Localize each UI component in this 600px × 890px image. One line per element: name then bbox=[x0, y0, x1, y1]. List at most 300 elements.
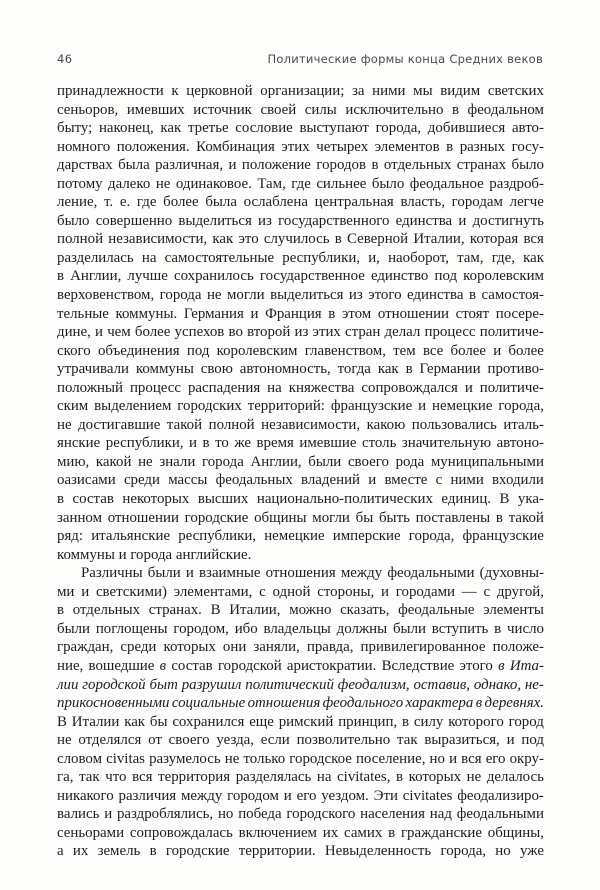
word: быту; bbox=[57, 120, 93, 137]
word: феодальных bbox=[215, 472, 293, 489]
text-line bbox=[57, 805, 544, 824]
word: автоно- bbox=[496, 435, 544, 452]
word: города bbox=[201, 453, 244, 470]
word: и bbox=[418, 398, 427, 415]
word: посере- bbox=[495, 305, 544, 322]
word: в bbox=[159, 657, 167, 674]
word: тем bbox=[393, 342, 416, 359]
word: вся bbox=[461, 750, 482, 767]
word: в bbox=[405, 361, 413, 378]
word: оставив, bbox=[413, 676, 471, 693]
word: этих bbox=[281, 138, 310, 155]
text-line bbox=[57, 230, 544, 249]
word: с bbox=[483, 583, 491, 600]
word: независимости, bbox=[261, 416, 361, 433]
word: более bbox=[450, 342, 486, 359]
word: своей bbox=[260, 101, 297, 118]
word: город bbox=[508, 713, 544, 730]
word: городские bbox=[165, 843, 230, 860]
word: лучше bbox=[127, 268, 168, 285]
word: политический bbox=[245, 676, 334, 693]
word: и bbox=[449, 750, 458, 767]
word: и bbox=[189, 435, 198, 452]
word: должны bbox=[336, 620, 388, 637]
word: под bbox=[186, 342, 210, 359]
word: над bbox=[429, 806, 452, 823]
word: которых bbox=[163, 639, 216, 656]
word: национально-политических bbox=[256, 491, 433, 508]
word: civitates bbox=[402, 787, 453, 804]
word: в bbox=[371, 157, 379, 174]
word: республики, bbox=[105, 435, 184, 452]
word: распадения bbox=[187, 379, 261, 396]
text-line bbox=[57, 453, 544, 472]
page-number: 46 bbox=[57, 52, 73, 66]
word: городам bbox=[451, 194, 503, 211]
word: и bbox=[283, 787, 292, 804]
word: наконец, bbox=[98, 120, 154, 137]
word: но bbox=[429, 750, 445, 767]
word: которая bbox=[469, 231, 519, 248]
word: (духовны- bbox=[479, 565, 544, 582]
text-line bbox=[57, 768, 544, 787]
word: пользовались bbox=[411, 416, 497, 433]
word: янские bbox=[57, 435, 101, 452]
text-line bbox=[57, 397, 544, 416]
word: в bbox=[468, 287, 476, 304]
text-line bbox=[57, 175, 544, 194]
text-line bbox=[57, 787, 544, 806]
word: утрачивали bbox=[57, 361, 130, 378]
word: где, bbox=[491, 249, 515, 266]
word: госу- bbox=[511, 138, 544, 155]
word: в bbox=[402, 713, 410, 730]
word: этого bbox=[459, 657, 493, 674]
word: в bbox=[57, 268, 65, 285]
word: государственного bbox=[278, 212, 390, 229]
word: центральная bbox=[314, 194, 394, 211]
word: странах bbox=[456, 157, 507, 174]
word: Германии bbox=[419, 361, 481, 378]
word: положения. bbox=[116, 138, 190, 155]
word: италь- bbox=[503, 416, 544, 433]
word: своего bbox=[347, 453, 389, 470]
word: общины bbox=[254, 509, 307, 526]
word: феодальное bbox=[409, 175, 484, 192]
word: случилось bbox=[263, 231, 330, 248]
word: княжества bbox=[288, 379, 355, 396]
text-line bbox=[57, 676, 544, 695]
word: городской bbox=[82, 676, 146, 693]
text-line bbox=[57, 601, 544, 620]
word: но bbox=[495, 843, 511, 860]
word: не bbox=[57, 732, 72, 749]
word: тельные bbox=[57, 305, 109, 322]
word: включением bbox=[238, 824, 317, 841]
word: сопровождалась bbox=[129, 824, 233, 841]
word: имперские bbox=[332, 528, 401, 545]
word: феодальном bbox=[467, 101, 544, 118]
word: отделялся bbox=[78, 732, 142, 749]
word: принцип, bbox=[338, 713, 398, 730]
word: чем bbox=[107, 324, 131, 341]
word: правда, bbox=[306, 639, 354, 656]
word: далеко bbox=[108, 175, 151, 192]
word: его bbox=[296, 787, 317, 804]
text-line bbox=[57, 471, 544, 490]
word: этом bbox=[341, 305, 372, 322]
word: немецкие bbox=[264, 528, 325, 545]
word: поставлены bbox=[415, 509, 491, 526]
word: где bbox=[136, 194, 157, 211]
word: лии bbox=[57, 676, 79, 693]
text-line bbox=[57, 824, 544, 843]
word: число bbox=[507, 620, 544, 637]
word: во bbox=[228, 324, 243, 341]
text-line bbox=[57, 509, 544, 528]
word: с bbox=[259, 583, 266, 600]
word: и bbox=[493, 342, 502, 359]
word: в bbox=[334, 231, 342, 248]
word: главенством, bbox=[304, 342, 386, 359]
word: феодальными bbox=[456, 806, 544, 823]
word: городского bbox=[286, 806, 356, 823]
word: одной bbox=[272, 583, 311, 600]
word: сильнее bbox=[316, 175, 367, 192]
word: процесс bbox=[424, 324, 476, 341]
word: поглощены bbox=[95, 620, 168, 637]
word: самостоятельные bbox=[164, 249, 275, 266]
word: оазисами bbox=[57, 472, 116, 489]
word: более bbox=[163, 194, 199, 211]
word: разрушил bbox=[181, 676, 242, 693]
word: наоборот, bbox=[388, 249, 449, 266]
word: населения bbox=[360, 806, 425, 823]
word: коммуны. bbox=[115, 305, 178, 322]
word: прикосновенными bbox=[57, 695, 170, 712]
word: дине, bbox=[57, 324, 91, 341]
word: под bbox=[434, 268, 458, 285]
word: города, bbox=[440, 843, 487, 860]
word: Англии, bbox=[250, 453, 302, 470]
word: в bbox=[396, 769, 404, 786]
word: — bbox=[461, 583, 477, 600]
word: Франция bbox=[265, 305, 322, 322]
running-head bbox=[57, 52, 543, 70]
word: элементов bbox=[374, 138, 440, 155]
word: время bbox=[256, 435, 294, 452]
word: как bbox=[523, 249, 544, 266]
word: номного bbox=[57, 138, 111, 155]
word: в bbox=[388, 824, 396, 841]
text-line bbox=[57, 342, 544, 361]
word: среди bbox=[120, 639, 157, 656]
word: феодализм, bbox=[337, 676, 410, 693]
word: города, bbox=[375, 120, 422, 137]
word: от bbox=[148, 732, 162, 749]
word: феодального bbox=[322, 695, 404, 712]
word: и bbox=[185, 565, 194, 582]
word: Различны bbox=[81, 565, 143, 582]
word: стороны, bbox=[317, 583, 375, 600]
word: феодальными bbox=[387, 565, 475, 582]
word: владений bbox=[301, 472, 361, 489]
word: коммуны bbox=[135, 361, 194, 378]
text-line bbox=[57, 638, 544, 657]
word: независимости, bbox=[108, 231, 208, 248]
word: поселение, bbox=[355, 750, 426, 767]
word: феодальные bbox=[398, 602, 475, 619]
word: городское bbox=[289, 750, 352, 767]
word: третье bbox=[187, 120, 229, 137]
word: не bbox=[206, 287, 222, 304]
word: то bbox=[215, 435, 229, 452]
word: единства bbox=[407, 287, 464, 304]
word: Германия bbox=[183, 305, 244, 322]
word: В bbox=[57, 713, 67, 730]
word: организации; bbox=[260, 83, 345, 99]
word: светскими) bbox=[95, 583, 167, 600]
word: этих bbox=[312, 324, 341, 341]
word: отношения bbox=[265, 565, 336, 582]
word: имевшие bbox=[299, 435, 357, 452]
word: дарствах bbox=[57, 157, 113, 174]
word: характера bbox=[405, 695, 474, 712]
word: совершенно bbox=[95, 212, 173, 229]
word: отдельных bbox=[383, 157, 452, 174]
word: привилегированное bbox=[360, 639, 486, 656]
word: видим bbox=[440, 83, 481, 99]
word: Невыделенность bbox=[324, 843, 432, 860]
word: же bbox=[234, 435, 252, 452]
word: церковной bbox=[186, 83, 253, 99]
word: более bbox=[508, 342, 544, 359]
word: была bbox=[118, 157, 150, 174]
word: под bbox=[521, 732, 544, 749]
word: как bbox=[160, 120, 182, 137]
text-line bbox=[57, 416, 544, 435]
word: четырех bbox=[316, 138, 369, 155]
word: источник bbox=[193, 101, 252, 118]
word: было bbox=[371, 175, 405, 192]
text-line bbox=[57, 286, 544, 305]
word: граждан, bbox=[57, 639, 114, 656]
text-line bbox=[57, 750, 544, 769]
word: городской bbox=[217, 657, 282, 674]
word: выделением bbox=[94, 398, 172, 415]
word: государственное bbox=[259, 268, 365, 285]
word: в bbox=[495, 509, 503, 526]
word: имевших bbox=[126, 101, 185, 118]
word: силу bbox=[413, 713, 444, 730]
word: мию, bbox=[57, 453, 90, 470]
word: е. bbox=[119, 194, 131, 211]
word: только bbox=[243, 750, 286, 767]
word: территория bbox=[158, 769, 231, 786]
word: отношения bbox=[247, 695, 321, 712]
word: ряд: bbox=[57, 528, 84, 545]
word: светских bbox=[487, 83, 544, 99]
word: были bbox=[392, 620, 426, 637]
word: выделиться bbox=[270, 287, 344, 304]
word: раздроблялись, bbox=[116, 806, 214, 823]
word: ление, bbox=[57, 194, 98, 211]
word: и bbox=[81, 583, 90, 600]
word: достигавшие bbox=[78, 416, 161, 433]
word: так bbox=[79, 769, 100, 786]
text-line bbox=[57, 434, 544, 453]
text-line bbox=[57, 713, 544, 732]
word: т. bbox=[104, 194, 114, 211]
word: в bbox=[475, 695, 483, 712]
word: можно bbox=[289, 602, 332, 619]
word: могли bbox=[226, 287, 265, 304]
word: французские bbox=[462, 528, 544, 545]
word: ским bbox=[57, 398, 89, 415]
word: единиц. bbox=[441, 491, 492, 508]
word: сословие bbox=[235, 120, 293, 137]
word: владельцы bbox=[263, 620, 331, 637]
text-line bbox=[57, 527, 544, 546]
word: Эти bbox=[373, 787, 398, 804]
word: единства bbox=[395, 212, 453, 229]
word: из bbox=[258, 212, 272, 229]
word: как bbox=[212, 231, 234, 248]
word: автономность, bbox=[239, 361, 331, 378]
word: верховенством, bbox=[57, 287, 155, 304]
word: городами bbox=[395, 583, 455, 600]
word: полной bbox=[208, 416, 255, 433]
word: политиче- bbox=[479, 324, 544, 341]
word: достигнуть bbox=[472, 212, 544, 229]
word: стоят bbox=[455, 305, 490, 322]
word: территорий: bbox=[247, 398, 325, 415]
word: сохранился bbox=[172, 713, 245, 730]
text-line bbox=[57, 657, 544, 676]
word: Италии bbox=[71, 713, 120, 730]
word: свою bbox=[200, 361, 233, 378]
word: разных bbox=[459, 138, 506, 155]
word: власть, bbox=[400, 194, 445, 211]
word: не bbox=[224, 750, 240, 767]
text-line bbox=[57, 212, 544, 231]
word: территории. bbox=[238, 843, 316, 860]
word: другой, bbox=[496, 583, 544, 600]
text-line bbox=[57, 842, 544, 861]
word: в bbox=[202, 435, 210, 452]
word: муниципальными bbox=[430, 453, 544, 470]
word: какой bbox=[95, 453, 132, 470]
word: рода bbox=[395, 453, 425, 470]
word: были bbox=[57, 620, 90, 637]
word: ослаблена bbox=[243, 194, 308, 211]
word: Италии, bbox=[413, 231, 465, 248]
word: отношении bbox=[377, 305, 450, 322]
word: взаимные bbox=[199, 565, 261, 582]
word: на bbox=[141, 249, 157, 266]
word: быт bbox=[149, 676, 178, 693]
word: городом bbox=[227, 787, 279, 804]
word: в bbox=[57, 602, 65, 619]
word: земель bbox=[97, 843, 141, 860]
text-line bbox=[57, 620, 544, 639]
word: позволительно bbox=[296, 732, 391, 749]
text-line bbox=[57, 267, 544, 286]
word: элементы bbox=[483, 602, 544, 619]
word: их bbox=[72, 843, 89, 860]
word: сохранилось bbox=[173, 268, 254, 285]
word: авто- bbox=[511, 120, 544, 137]
word: Англии, bbox=[70, 268, 122, 285]
word: принадлежности bbox=[57, 83, 164, 99]
word: выразиться, bbox=[424, 732, 500, 749]
word: что bbox=[105, 769, 127, 786]
word: они bbox=[222, 639, 247, 656]
word: ми bbox=[57, 583, 75, 600]
word: силы bbox=[304, 101, 337, 118]
text-line bbox=[57, 249, 544, 268]
word: вся bbox=[523, 231, 544, 248]
word: в bbox=[446, 138, 454, 155]
word: не bbox=[57, 416, 72, 433]
text-line bbox=[57, 583, 544, 602]
word: городских bbox=[177, 398, 242, 415]
word: отдельных bbox=[72, 602, 141, 619]
word: быть bbox=[378, 509, 410, 526]
text-line: коммуны и города английские. bbox=[57, 546, 252, 563]
word: добившиеся bbox=[427, 120, 506, 137]
word: сеньорами bbox=[57, 824, 125, 841]
word: вместе bbox=[384, 472, 428, 489]
word: ука- bbox=[517, 491, 544, 508]
word: столь bbox=[361, 435, 397, 452]
word: самостоя- bbox=[481, 287, 544, 304]
word: немецкие bbox=[432, 398, 493, 415]
word: своего bbox=[168, 732, 210, 749]
word: такой bbox=[166, 416, 203, 433]
word: сеньоров, bbox=[57, 101, 119, 118]
word: городские bbox=[184, 509, 249, 526]
word: вошедшие bbox=[88, 657, 155, 674]
word: выступают bbox=[299, 120, 369, 137]
word: которых bbox=[408, 769, 462, 786]
word: все bbox=[422, 342, 444, 359]
word: никакого bbox=[57, 787, 114, 804]
word: а bbox=[57, 843, 64, 860]
word: разумелось bbox=[149, 750, 221, 767]
word: делалось bbox=[486, 769, 544, 786]
word: состав bbox=[72, 491, 114, 508]
word: сказать, bbox=[340, 602, 390, 619]
text-line bbox=[57, 119, 544, 138]
word: этого bbox=[368, 287, 402, 304]
word: мы bbox=[413, 83, 433, 99]
word: ние, bbox=[57, 657, 84, 674]
word: некоторых bbox=[122, 491, 190, 508]
word: к bbox=[171, 83, 179, 99]
word: римский bbox=[278, 713, 334, 730]
text-line bbox=[57, 305, 544, 324]
word: и bbox=[104, 806, 113, 823]
word: но bbox=[217, 806, 234, 823]
word: различия bbox=[118, 787, 177, 804]
word: города, bbox=[498, 398, 544, 415]
word: вся bbox=[132, 769, 153, 786]
word: города bbox=[159, 287, 202, 304]
word: было bbox=[511, 157, 544, 174]
word: общины, bbox=[487, 824, 544, 841]
word: как bbox=[124, 713, 146, 730]
